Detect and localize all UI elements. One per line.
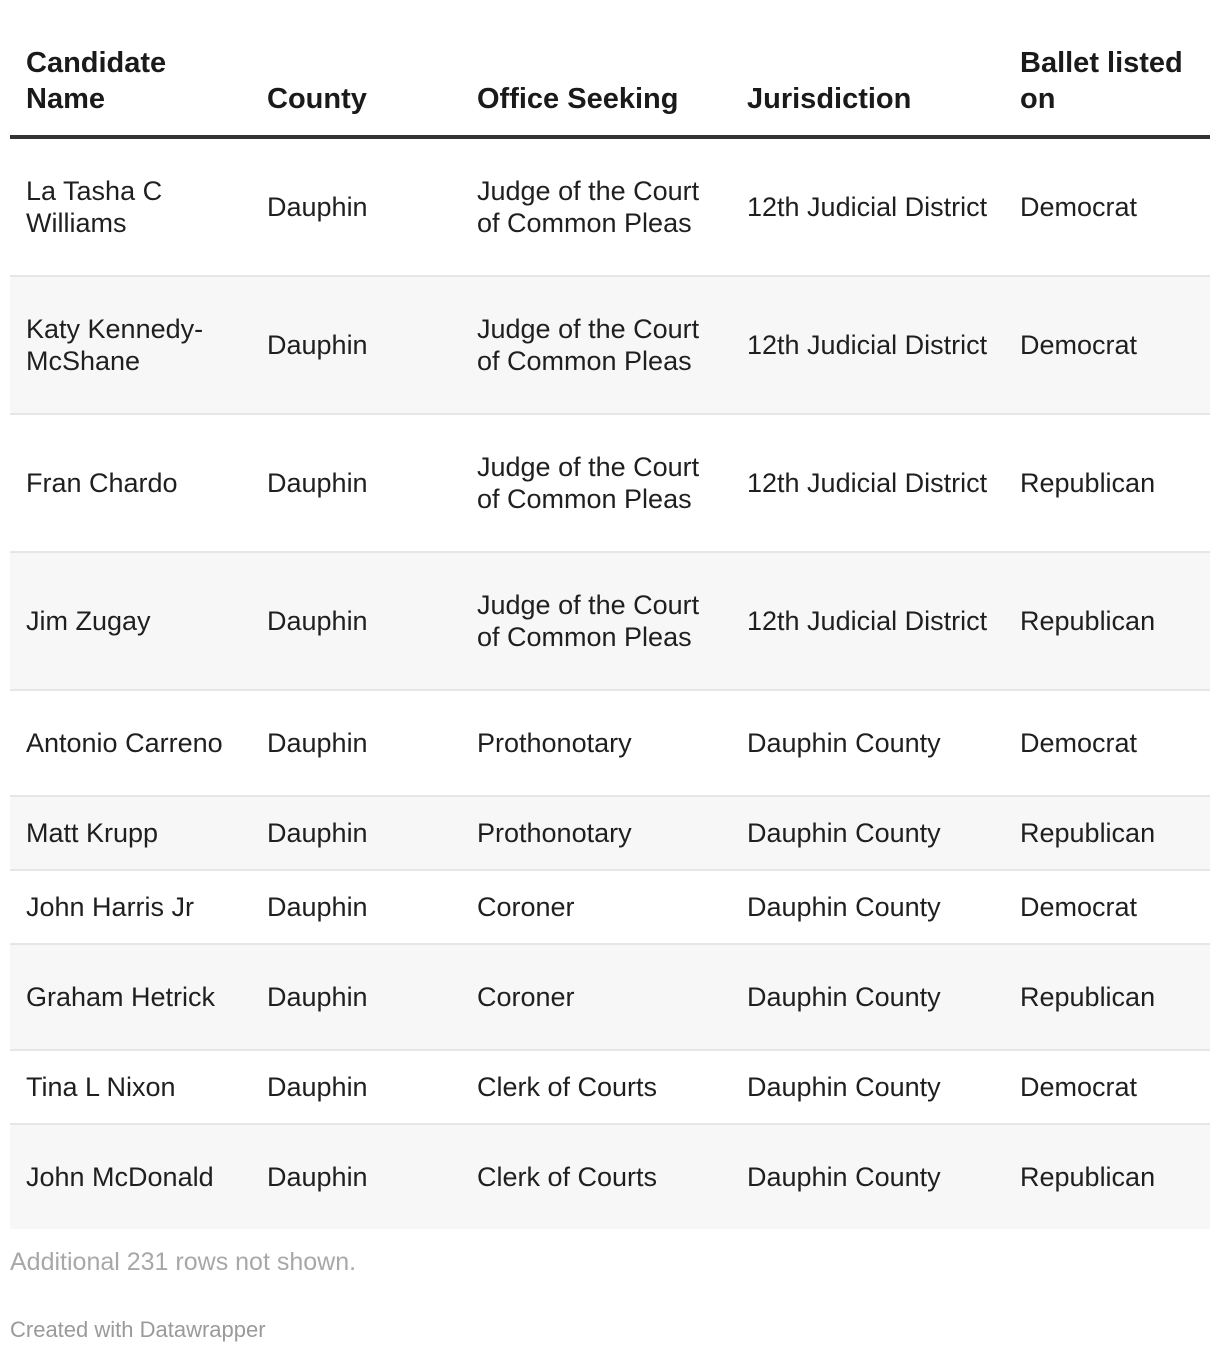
cell-ballot-party: Democrat <box>1004 137 1210 276</box>
table-row <box>10 1050 1210 1124</box>
datawrapper-credit[interactable]: Created with Datawrapper <box>10 1317 266 1342</box>
cell-ballot-party: Republican <box>1004 1124 1210 1229</box>
cell-candidate-name: Jim Zugay <box>10 552 251 690</box>
cell-jurisdiction: Dauphin County <box>731 690 1004 796</box>
cell-office-seeking: Judge of the Court of Common Pleas <box>461 137 731 276</box>
cell-candidate-name: La Tasha C Williams <box>10 137 251 276</box>
cell-county: Dauphin <box>251 276 461 414</box>
table-row <box>10 870 1210 944</box>
cell-jurisdiction: Dauphin County <box>731 1050 1004 1124</box>
cell-office-seeking: Clerk of Courts <box>461 1124 731 1229</box>
cell-ballot-party: Republican <box>1004 796 1210 870</box>
cell-ballot-party: Democrat <box>1004 276 1210 414</box>
cell-ballot-party: Republican <box>1004 552 1210 690</box>
cell-jurisdiction: 12th Judicial District <box>731 276 1004 414</box>
cell-office-seeking: Coroner <box>461 870 731 944</box>
table-header-row <box>10 0 1210 137</box>
cell-county: Dauphin <box>251 552 461 690</box>
cell-jurisdiction: Dauphin County <box>731 870 1004 944</box>
cell-ballot-party: Democrat <box>1004 690 1210 796</box>
cell-candidate-name: Matt Krupp <box>10 796 251 870</box>
cell-county: Dauphin <box>251 690 461 796</box>
header-candidate-name[interactable]: Candidate Name <box>10 0 251 137</box>
cell-county: Dauphin <box>251 137 461 276</box>
cell-office-seeking: Prothonotary <box>461 690 731 796</box>
cell-office-seeking: Clerk of Courts <box>461 1050 731 1124</box>
table-row <box>10 137 1210 276</box>
cell-jurisdiction: 12th Judicial District <box>731 137 1004 276</box>
cell-office-seeking: Judge of the Court of Common Pleas <box>461 414 731 552</box>
cell-county: Dauphin <box>251 1124 461 1229</box>
cell-candidate-name: Tina L Nixon <box>10 1050 251 1124</box>
table-row <box>10 414 1210 552</box>
cell-candidate-name: Graham Hetrick <box>10 944 251 1050</box>
cell-ballot-party: Republican <box>1004 944 1210 1050</box>
cell-jurisdiction: Dauphin County <box>731 796 1004 870</box>
table-row <box>10 944 1210 1050</box>
cell-county: Dauphin <box>251 796 461 870</box>
candidates-table-container <box>10 0 1210 1229</box>
header-office-seeking[interactable]: Office Seeking <box>461 0 731 137</box>
cell-ballot-party: Republican <box>1004 414 1210 552</box>
cell-jurisdiction: Dauphin County <box>731 944 1004 1050</box>
table-row <box>10 690 1210 796</box>
table-row <box>10 552 1210 690</box>
cell-county: Dauphin <box>251 414 461 552</box>
cell-candidate-name: Katy Kennedy-McShane <box>10 276 251 414</box>
header-county[interactable]: County <box>251 0 461 137</box>
table-row <box>10 1124 1210 1229</box>
table-row <box>10 276 1210 414</box>
cell-candidate-name: Antonio Carreno <box>10 690 251 796</box>
cell-office-seeking: Judge of the Court of Common Pleas <box>461 552 731 690</box>
cell-jurisdiction: Dauphin County <box>731 1124 1004 1229</box>
cell-ballot-party: Democrat <box>1004 870 1210 944</box>
cell-jurisdiction: 12th Judicial District <box>731 552 1004 690</box>
header-ballet-listed-on[interactable]: Ballet listed on <box>1004 0 1210 137</box>
cell-jurisdiction: 12th Judicial District <box>731 414 1004 552</box>
cell-county: Dauphin <box>251 1050 461 1124</box>
header-jurisdiction[interactable]: Jurisdiction <box>731 0 1004 137</box>
cell-ballot-party: Democrat <box>1004 1050 1210 1124</box>
table-row <box>10 796 1210 870</box>
cell-office-seeking: Prothonotary <box>461 796 731 870</box>
cell-county: Dauphin <box>251 944 461 1050</box>
cell-candidate-name: John McDonald <box>10 1124 251 1229</box>
cell-office-seeking: Judge of the Court of Common Pleas <box>461 276 731 414</box>
candidates-table <box>10 0 1210 1229</box>
cell-county: Dauphin <box>251 870 461 944</box>
cell-office-seeking: Coroner <box>461 944 731 1050</box>
cell-candidate-name: John Harris Jr <box>10 870 251 944</box>
table-notes: Additional 231 rows not shown. <box>10 1248 357 1276</box>
cell-candidate-name: Fran Chardo <box>10 414 251 552</box>
